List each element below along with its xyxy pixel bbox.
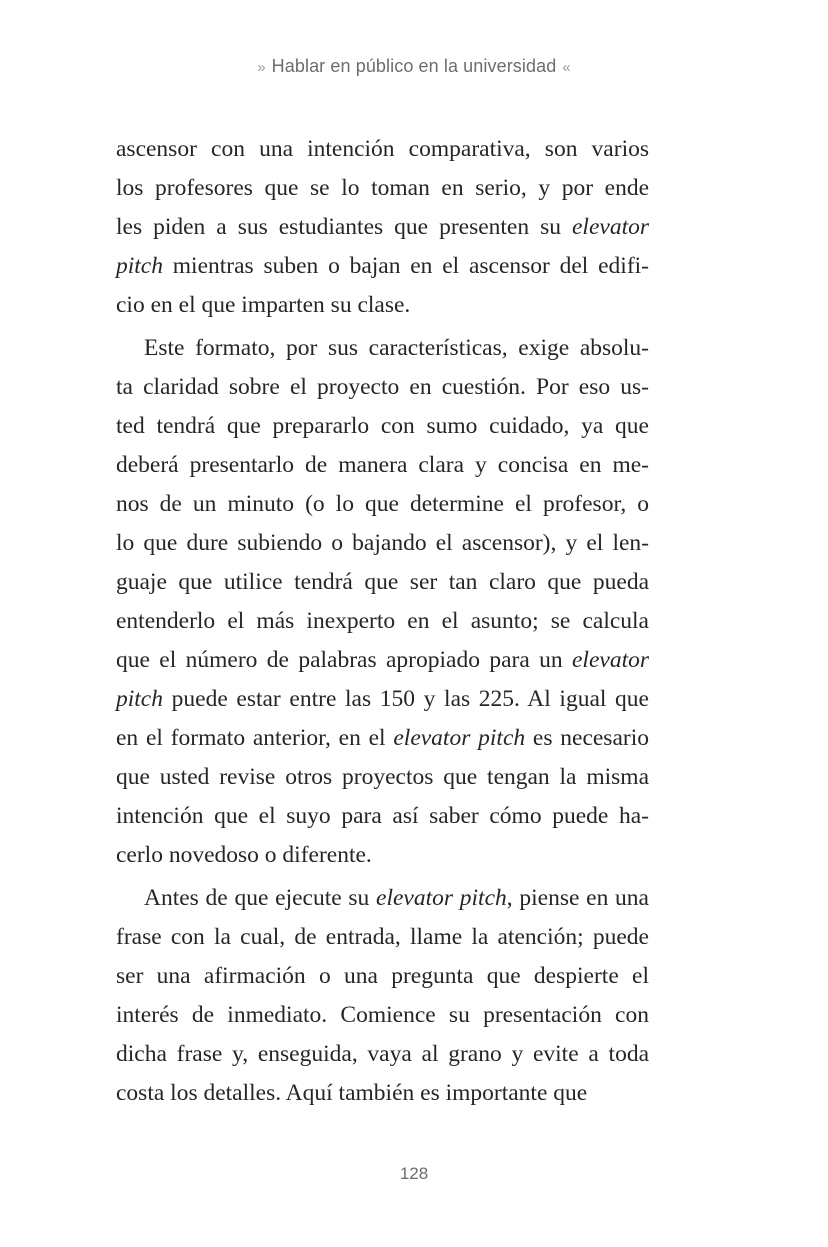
text-line: Antes de que ejecute su elevator pitch, piense en una — [144, 885, 649, 911]
text-line: intención que el suyo para así saber cómo puede ha- — [116, 803, 649, 829]
paragraph — [116, 130, 649, 325]
text-line: cerlo novedoso o diferente. — [116, 842, 372, 868]
text-line: nos de un minuto (o lo que determine el profesor, o — [116, 491, 649, 517]
text-line: Este formato, por sus características, exige absolu- — [144, 335, 649, 361]
text-line: ser una afirmación o una pregunta que despierte el — [116, 963, 649, 989]
text-line: les piden a sus estudiantes que presenten su elevator — [116, 214, 649, 240]
text-line: los profesores que se lo toman en serio, y por ende — [116, 175, 649, 201]
header-title: Hablar en público en la universidad — [271, 56, 557, 76]
text-line: que el número de palabras apropiado para un elevator — [116, 647, 649, 673]
text-line: en el formato anterior, en el elevator pitch es necesario — [116, 725, 649, 751]
text-line: frase con la cual, de entrada, llame la atención; puede — [116, 924, 649, 950]
text-line: interés de inmediato. Comience su presentación con — [116, 1002, 649, 1028]
body-text — [116, 130, 649, 1117]
text-line: lo que dure subiendo o bajando el ascensor), y el len- — [116, 530, 649, 556]
text-line: ted tendrá que prepararlo con sumo cuidado, ya que — [116, 413, 649, 439]
text-line: que usted revise otros proyectos que tengan la misma — [116, 764, 649, 790]
text-line: deberá presentarlo de manera clara y concisa en me- — [116, 452, 649, 478]
text-line: costa los detalles. Aquí también es importante que — [116, 1080, 588, 1106]
text-line: dicha frase y, enseguida, vaya al grano y evite a toda — [116, 1041, 649, 1067]
text-line: pitch puede estar entre las 150 y las 225. Al igual que — [116, 686, 649, 712]
text-line: ascensor con una intención comparativa, son varios — [116, 136, 649, 162]
text-line: pitch mientras suben o bajan en el ascensor del edifi- — [116, 253, 649, 279]
paragraph — [116, 329, 649, 875]
header-open-mark: » — [257, 59, 266, 76]
page-number: 128 — [399, 1164, 429, 1183]
paragraph — [116, 879, 649, 1113]
text-line: entenderlo el más inexperto en el asunto; se calcula — [116, 608, 649, 634]
text-line: ta claridad sobre el proyecto en cuestión. Por eso us- — [116, 374, 649, 400]
header-close-mark: « — [562, 59, 571, 76]
text-line: cio en el que imparten su clase. — [116, 292, 411, 318]
running-header — [0, 56, 828, 77]
text-line: guaje que utilice tendrá que ser tan claro que pueda — [116, 569, 649, 595]
